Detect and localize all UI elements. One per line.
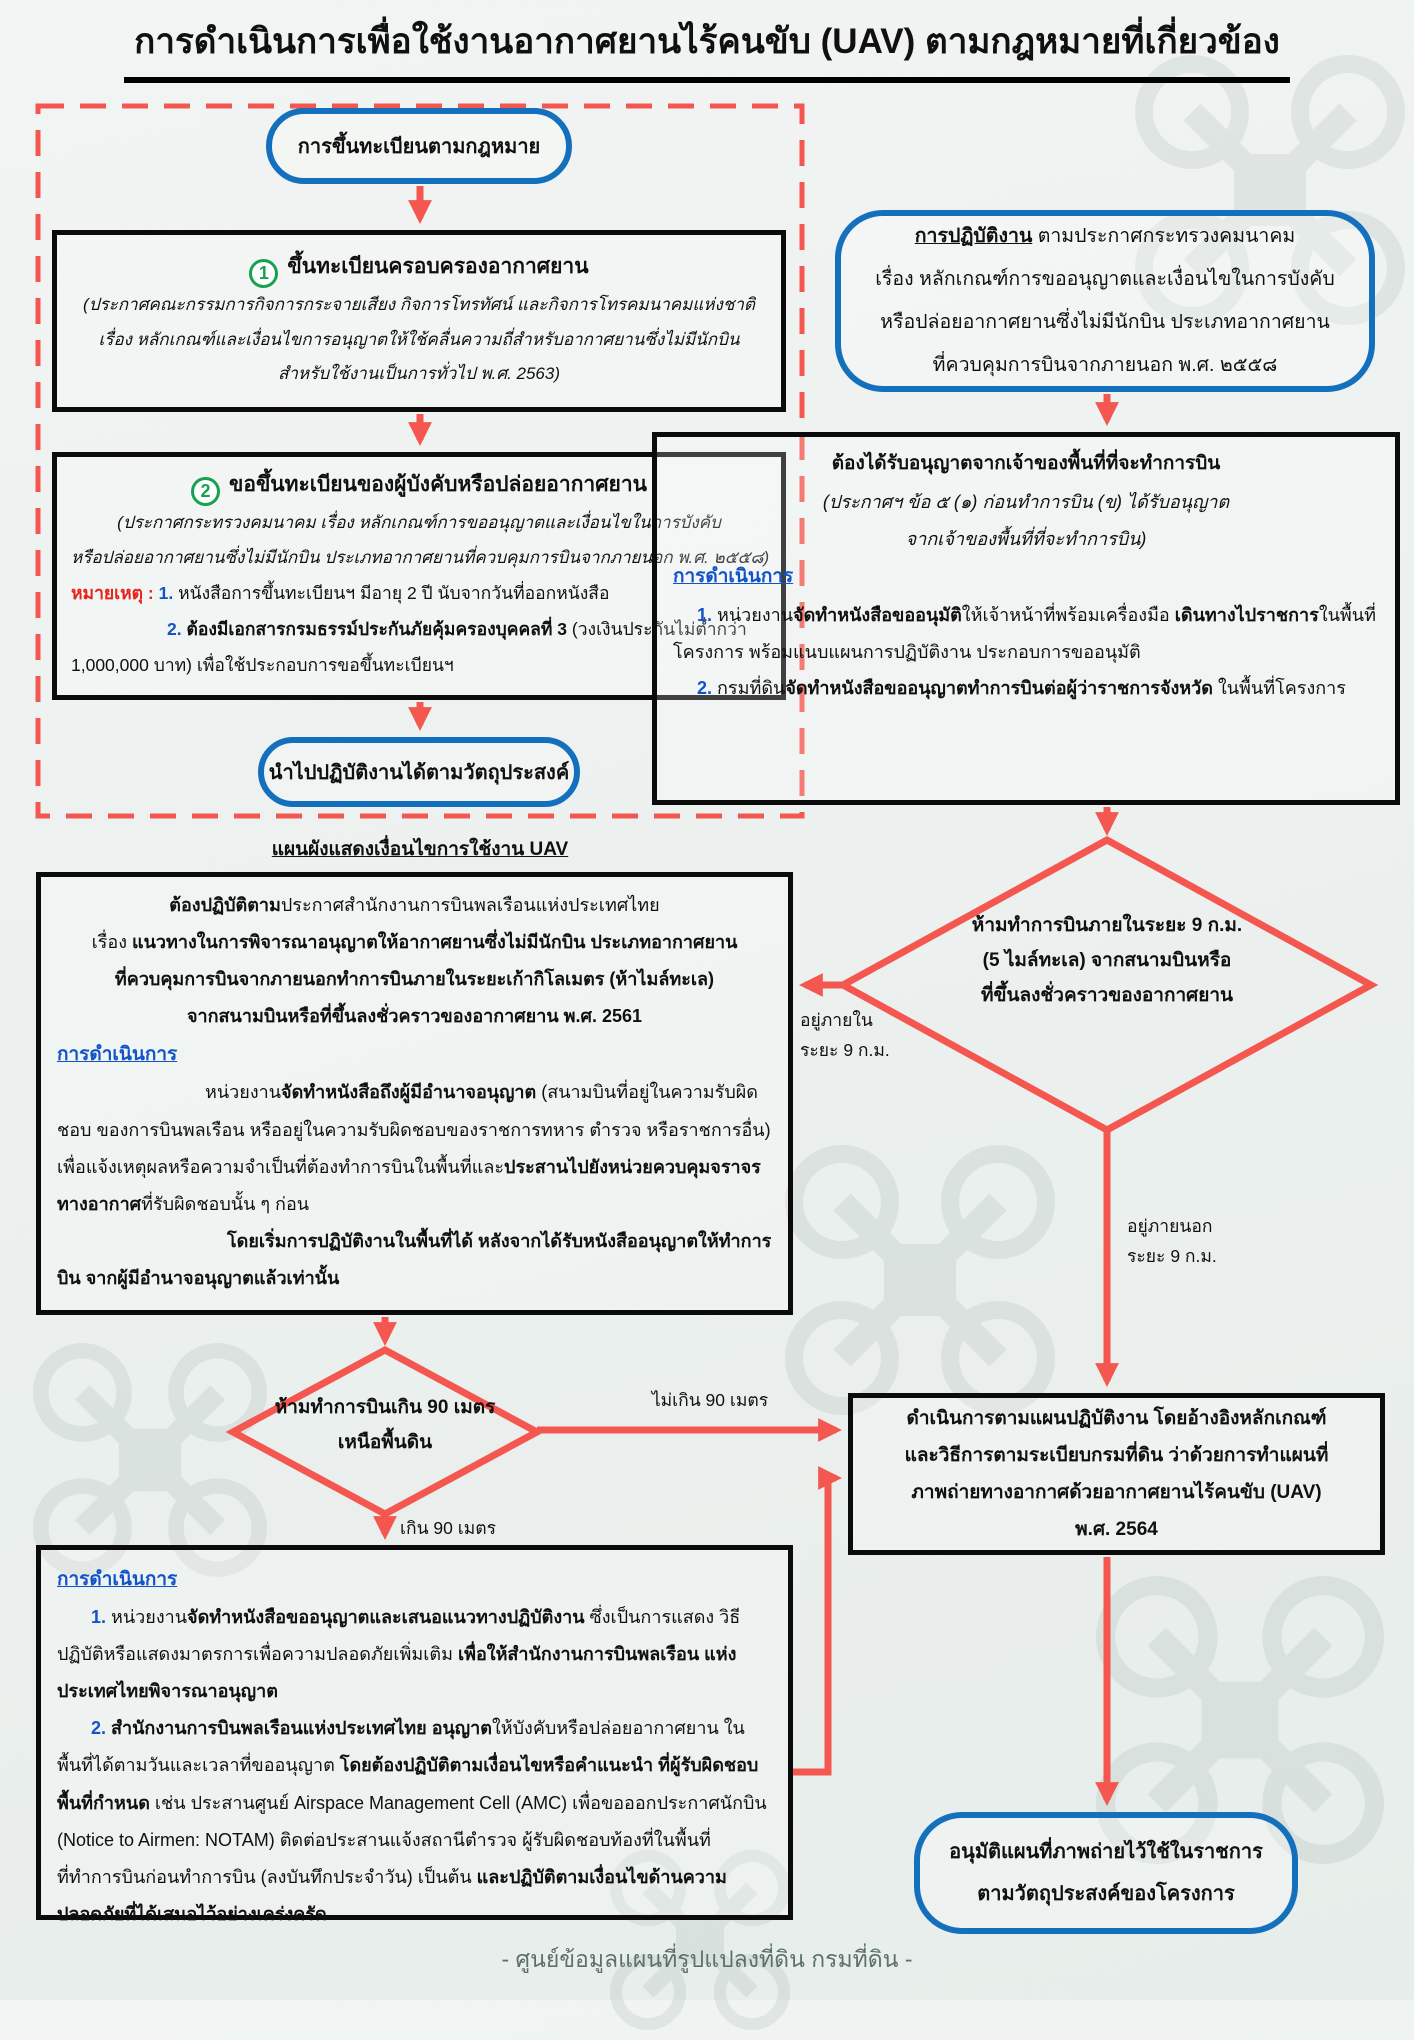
aircraft-registration-ref-line: เรื่อง หลักเกณฑ์และเงื่อนไขการอนุญาตให้ใช้คลื่นความถี่สำหรับอากาศยานซึ่งไม่มีนักบิน (98, 329, 740, 349)
aircraft-registration-ref-line: (ประกาศคณะกรรมการกิจการกระจายเสียง กิจการโทรทัศน์ และกิจการโทรคมนาคมแห่งชาติ (83, 294, 755, 314)
caat-paragraph-1: หน่วยงานจัดทำหนังสือถึงผู้มีอำนาจอนุญาต (สนามบินที่อยู่ในความรับผิดชอบ ของการบินพลเรือน หรืออยู่ในความรับผิดชอบของราชการทหาร ตำรวจ หรือราชการอื่น) เพื่อแจ้งเหตุผลหรือความจำเป็นที่ต้องทำการบินในพื้นที่และประสานไปยังหน่วยควบคุมจราจรทางอากาศที่รับผิดชอบนั้น ๆ ก่อน (57, 1082, 771, 1214)
registration-note-3: 1,000,000 บาท) เพื่อใช้ประกอบการขอขึ้นทะเบียนฯ (71, 654, 454, 675)
distance-diamond-line: (5 ไมล์ทะเล) จากสนามบินหรือ (982, 950, 1232, 972)
registration-heading-pill (266, 108, 572, 184)
outside-9km-label: อยู่ภายนอก ระยะ 9 ก.ม. (1127, 1216, 1217, 1266)
action-header: การดำเนินการ (57, 1044, 178, 1066)
page-title: การดำเนินการเพื่อใช้งานอากาศยานไร้คนขับ (UAV) ตามกฎหมายที่เกี่ยวข้อง (0, 14, 1414, 83)
drone-watermark (770, 1130, 1070, 1430)
registration-result-label: นำไปปฏิบัติงานได้ตามวัตถุประสงค์ (268, 762, 570, 784)
aircraft-registration-heading: 1 ขึ้นทะเบียนครอบครองอากาศยาน (63, 250, 775, 288)
landowner-item-2: 2. กรมที่ดินจัดทำหนังสือขออนุญาตทำการบินต่อผู้ว่าราชการจังหวัด ในพื้นที่โครงการ (697, 678, 1346, 699)
altitude-diamond-line: ห้ามทำการบินเกิน 90 เมตร (274, 1397, 496, 1418)
approve-map-pill (914, 1812, 1298, 1934)
landowner-ref-line: (ประกาศฯ ข้อ ๕ (๑) ก่อนทำการบิน (ข) ได้รับอนุญาต (822, 491, 1230, 512)
approve-map-line: อนุมัติแผนที่ภาพถ่ายไว้ใช้ในราชการ (949, 1841, 1263, 1863)
inside-9km-label: อยู่ภายใน ระยะ 9 ก.ม. (800, 1010, 890, 1060)
landowner-item-1: 1. หน่วยงานจัดทำหนังสือขออนุมัติให้เจ้าหน้าที่พร้อมเครื่องมือ เดินทางไปราชการในพื้นที่โครงการ พร้อมแนบแผนการปฏิบัติงาน ประกอบการขออนุมัติ (673, 604, 1376, 662)
operation-pill-line: การปฏิบัติงาน ตามประกาศกระทรวงคมนาคม (914, 225, 1296, 248)
dol-regulation-line: พ.ศ. 2564 (1075, 1519, 1158, 1541)
dol-regulation-line: และวิธีการตามระเบียบกรมที่ดิน ว่าด้วยการทำแผนที่ (904, 1444, 1329, 1466)
pilot-registration-heading: 2 ขอขึ้นทะเบียนของผู้บังคับหรือปล่อยอากาศยาน (71, 468, 767, 506)
dol-regulation-box (848, 1393, 1385, 1555)
approve-map-line: ตามวัตถุประสงค์ของโครงการ (977, 1883, 1235, 1905)
caat-line: ที่ควบคุมการบินจากภายนอกทำการบินภายในระยะเก้ากิโลเมตร (ห้าไมล์ทะเล) (114, 969, 715, 990)
step-1-icon: 1 (249, 259, 278, 288)
not-over-90m-label: ไม่เกิน 90 เมตร (651, 1390, 769, 1410)
distance-diamond-line: ห้ามทำการบินภายในระยะ 9 ก.ม. (971, 915, 1243, 936)
aircraft-registration-ref-line: สำหรับใช้งานเป็นการทั่วไป พ.ศ. 2563) (277, 364, 560, 384)
registration-note-2: 2. ต้องมีเอกสารกรมธรรม์ประกันภัยคุ้มครองบุคคลที่ 3 (วงเงินประกันไม่ต่ำกว่า (167, 618, 747, 639)
altitude-diamond (255, 1390, 515, 1460)
caat-line: เรื่อง แนวทางในการพิจารณาอนุญาตให้อากาศยานซึ่งไม่มีนักบิน ประเภทอากาศยาน (91, 932, 738, 953)
operation-pill (835, 210, 1375, 392)
aircraft-registration-box (52, 230, 786, 412)
distance-diamond (905, 908, 1309, 1013)
permission-item-2: 2. สำนักงานการบินพลเรือนแห่งประเทศไทย อนุญาตให้บังคับหรือปล่อยอากาศยาน ในพื้นที่ได้ตามวันและเวลาที่ขออนุญาต โดยต้องปฏิบัติตามเงื่อนไขหรือคำแนะนำ ที่ผู้รับผิดชอบพื้นที่กำหนด เช่น ประสานศูนย์ Airspace Management Cell (AMC) เพื่อขอออกประกาศนักบิน (Notice to Airmen: NOTAM) ติดต่อประสานแจ้งสถานีตำรวจ ผู้รับผิดชอบท้องที่ในพื้นที่ที่ทำการบินก่อนทำการบิน (ลงบันทึกประจำวัน) เป็นต้น และปฏิบัติตามเงื่อนไขด้านความปลอดภัยที่ได้เสนอไว้อย่างเคร่งครัด (57, 1718, 767, 1924)
action-header: การดำเนินการ (57, 1569, 178, 1590)
operation-pill-line: เรื่อง หลักเกณฑ์การขออนุญาตและเงื่อนไขในการบังคับ (875, 268, 1335, 291)
pilot-registration-ref-line: (ประกาศกระทรวงคมนาคม เรื่อง หลักเกณฑ์การขออนุญาตและเงื่อนไขในการบังคับ (117, 513, 721, 533)
operation-pill-line: ที่ควบคุมการบินจากภายนอก พ.ศ. ๒๕๕๘ (932, 353, 1278, 376)
footer-credit: - ศูนย์ข้อมูลแผนที่รูปแปลงที่ดิน กรมที่ดิน - (501, 1946, 913, 1972)
dol-regulation-line: ภาพถ่ายทางอากาศด้วยอากาศยานไร้คนขับ (UAV) (911, 1482, 1322, 1503)
altitude-diamond-line: เหนือพื้นดิน (337, 1432, 433, 1454)
caat-line: จากสนามบินหรือที่ขึ้นลงชั่วคราวของอากาศยาน พ.ศ. 2561 (187, 1006, 642, 1027)
operation-pill-line: หรือปล่อยอากาศยานซึ่งไม่มีนักบิน ประเภทอากาศยาน (880, 311, 1330, 333)
conditions-flow-label: แผนผังแสดงเงื่อนไขการใช้งาน UAV (271, 839, 569, 860)
caat-9km-box (36, 872, 793, 1315)
landowner-heading: ต้องได้รับอนุญาตจากเจ้าของพื้นที่ที่จะทำการบิน (831, 453, 1221, 474)
action-header: การดำเนินการ (673, 565, 794, 587)
pilot-registration-ref-line: หรือปล่อยอากาศยานซึ่งไม่มีนักบิน ประเภทอากาศยานที่ควบคุมการบินจากภายนอก พ.ศ. ๒๕๕๘) (71, 548, 770, 568)
caat-paragraph-2: โดยเริ่มการปฏิบัติงานในพื้นที่ได้ หลังจากได้รับหนังสืออนุญาตให้ทำการบิน จากผู้มีอำนาจอนุญาตแล้วเท่านั้น (57, 1230, 772, 1288)
caat-line: ต้องปฏิบัติตามประกาศสำนักงานการบินพลเรือนแห่งประเทศไทย (169, 895, 660, 915)
registration-note-1: หมายเหตุ : 1. หนังสือการขึ้นทะเบียนฯ มีอายุ 2 ปี นับจากวันที่ออกหนังสือ (71, 583, 610, 604)
dol-regulation-line: ดำเนินการตามแผนปฏิบัติงาน โดยอ้างอิงหลักเกณฑ์ (906, 1407, 1327, 1429)
over-90m-label: เกิน 90 เมตร (400, 1518, 497, 1538)
landowner-permission-box (652, 432, 1400, 805)
registration-result-pill (258, 737, 580, 807)
landowner-ref-line: จากเจ้าของพื้นที่ที่จะทำการบิน) (905, 528, 1147, 549)
distance-diamond-line: ที่ขึ้นลงชั่วคราวของอากาศยาน (980, 985, 1234, 1007)
over-90m-permission-box (36, 1545, 793, 1924)
permission-item-1: 1. หน่วยงานจัดทำหนังสือขออนุญาตและเสนอแนวทางปฏิบัติงาน ซึ่งเป็นการแสดง วิธีปฏิบัติหรือแสดงมาตรการเพื่อความปลอดภัยเพิ่มเติม เพื่อให้สำนักงานการบินพลเรือน แห่งประเทศไทยพิจารณาอนุญาต (57, 1607, 741, 1702)
step-2-icon: 2 (191, 477, 220, 506)
registration-heading-label: การขึ้นทะเบียนตามกฎหมาย (297, 136, 541, 158)
